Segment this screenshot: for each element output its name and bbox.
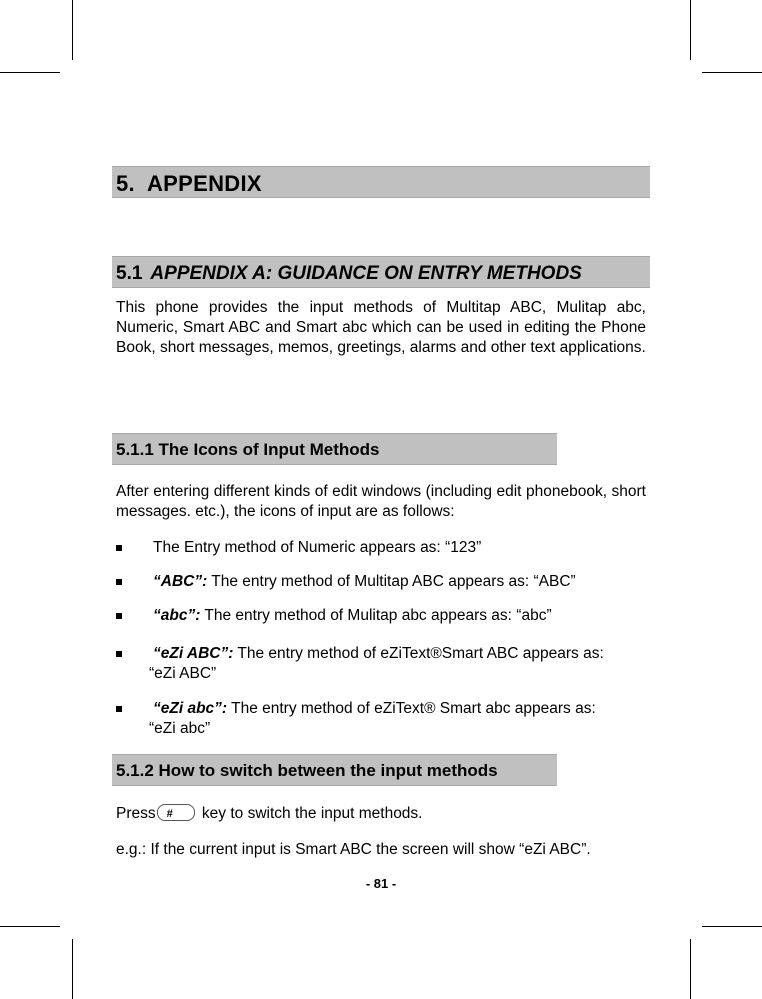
bullet-square-icon — [116, 706, 122, 712]
crop-mark — [0, 72, 60, 73]
icons-section-heading-text: 5.1.1 The Icons of Input Methods — [116, 440, 380, 459]
crop-mark — [702, 926, 762, 927]
crop-mark — [0, 926, 60, 927]
bullet-square-icon — [116, 613, 122, 619]
section-heading-text: 5. APPENDIX — [116, 171, 262, 196]
list-item: The Entry method of Numeric appears as: “123” — [116, 538, 646, 558]
subsection-heading-text: 5.1 APPENDIX A: GUIDANCE ON ENTRY METHODS — [116, 263, 582, 284]
switch-section-heading — [112, 754, 557, 786]
subsection-intro: This phone provides the input methods of Multitap ABC, Mulitap abc, Numeric, Smart ABC and Smart abc which can be used in editing the Phone Book, short messages, memos, greetings, alarms and other text applications. — [116, 299, 646, 356]
bullet-square-icon — [116, 651, 122, 657]
list-item: “abc”: The entry method of Mulitap abc appears as: “abc” — [116, 606, 646, 626]
list-item-continuation: “eZi ABC” — [149, 665, 217, 682]
crop-mark — [690, 939, 691, 999]
press-instruction: Press # key to switch the input methods. — [116, 805, 423, 822]
list-item-continuation: “eZi abc” — [149, 720, 211, 737]
crop-mark — [690, 0, 691, 60]
icons-section-heading — [112, 433, 557, 465]
section-heading — [112, 166, 650, 198]
subsection-heading — [112, 256, 650, 288]
page-number: - 81 - — [365, 876, 397, 891]
crop-mark — [72, 0, 73, 60]
bullet-square-icon — [116, 579, 122, 585]
list-item: “eZi ABC”: The entry method of eZiText®Smart ABC appears as: “eZi ABC” — [116, 644, 646, 684]
list-item: “ABC”: The entry method of Multitap ABC appears as: “ABC” — [116, 572, 646, 592]
switch-section-heading-text: 5.1.2 How to switch between the input methods — [116, 761, 498, 780]
icons-section-intro: After entering different kinds of edit windows (including edit phonebook, short messages. etc.), the icons of input are as follows: — [116, 483, 646, 520]
crop-mark — [72, 939, 73, 999]
hash-key-icon: # — [157, 804, 195, 821]
bullet-square-icon — [116, 545, 122, 551]
crop-mark — [702, 72, 762, 73]
list-item: “eZi abc”: The entry method of eZiText® Smart abc appears as: “eZi abc” — [116, 699, 646, 739]
example-text: e.g.: If the current input is Smart ABC the screen will show “eZi ABC”. — [116, 841, 591, 858]
